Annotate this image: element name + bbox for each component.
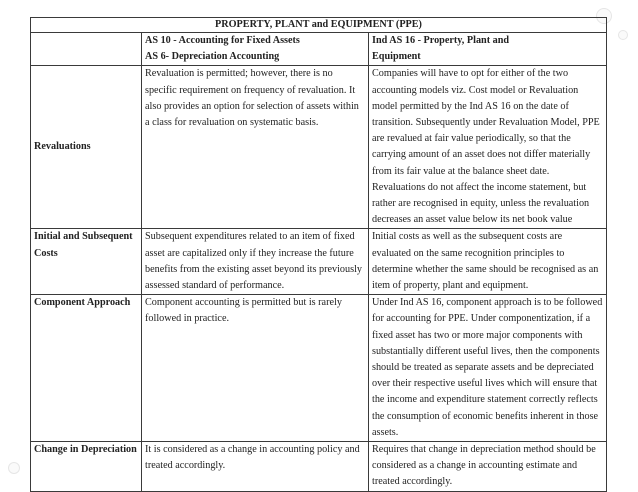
header-as — [142, 33, 369, 66]
cell-ind-initial-subsequent-costs: Initial costs as well as the subsequent costs are evaluated on the same recognition principles to determine whether the same should be recognised as an item of property, plant and equipment. — [369, 229, 607, 295]
table-row — [31, 295, 607, 442]
row-label-change-in-depreciation: Change in Depreciation — [31, 442, 142, 492]
header-ind-line1: Ind AS 16 - Property, Plant and — [372, 35, 510, 46]
ppe-comparison-table — [30, 17, 607, 492]
decorative-circle-small — [618, 30, 628, 40]
table-row — [31, 229, 607, 295]
cell-ind-revaluations: Companies will have to opt for either of the two accounting models viz. Cost model or Revaluation model permitted by the Ind AS 16 on the date of transition. Subsequently under Revaluation Model, PPE are revalued at fair value periodically, so that the carrying amount of an asset does not differ materially from its fair value at the balance sheet date. Revaluations do not affect the income statement, but rather are recognised in equity, unless the revaluation decreases an asset value below its net book value — [369, 66, 607, 229]
header-as-line2: AS 6- Depreciation Accounting — [145, 51, 280, 63]
table-row — [31, 442, 607, 492]
row-label-component-approach: Component Approach — [31, 295, 142, 442]
cell-ind-component-approach: Under Ind AS 16, component approach is to be followed for accounting for PPE. Under componentization, if a fixed asset has two or more major components with substantially different useful lives, then the components should be treated as separate assets and be depreciated over their respective useful lives which will ensure that the income and expenditure statement correctly reflects the consumption of economic benefits inherent in those assets. — [369, 295, 607, 442]
header-blank-cell — [31, 33, 142, 66]
cell-as-component-approach: Component accounting is permitted but is rarely followed in practice. — [142, 295, 369, 442]
header-ind-as — [369, 33, 607, 66]
row-label-initial-subsequent-costs: Initial and Subsequent Costs — [31, 229, 142, 295]
cell-as-change-in-depreciation: It is considered as a change in accounting policy and treated accordingly. — [142, 442, 369, 492]
decorative-circle-bottom-left — [8, 462, 20, 474]
header-row — [31, 33, 607, 66]
cell-as-revaluations: Revaluation is permitted; however, there is no specific requirement on frequency of revaluation. It also provides an option for selection of assets within a class for revaluation on systematic basis. — [142, 66, 369, 229]
title-row — [31, 18, 607, 33]
row-label-revaluations: Revaluations — [31, 66, 142, 229]
cell-ind-change-in-depreciation: Requires that change in depreciation method should be considered as a change in accounting estimate and treated accordingly. — [369, 442, 607, 492]
table-title: PROPERTY, PLANT and EQUIPMENT (PPE) — [31, 18, 607, 33]
table-row — [31, 66, 607, 229]
cell-as-initial-subsequent-costs: Subsequent expenditures related to an item of fixed asset are capitalized only if they increase the future benefits from the existing asset beyond its previously assessed standard of performance. — [142, 229, 369, 295]
header-ind-line2: Equipment — [372, 51, 421, 63]
header-as-line1: AS 10 - Accounting for Fixed Assets — [145, 35, 300, 46]
